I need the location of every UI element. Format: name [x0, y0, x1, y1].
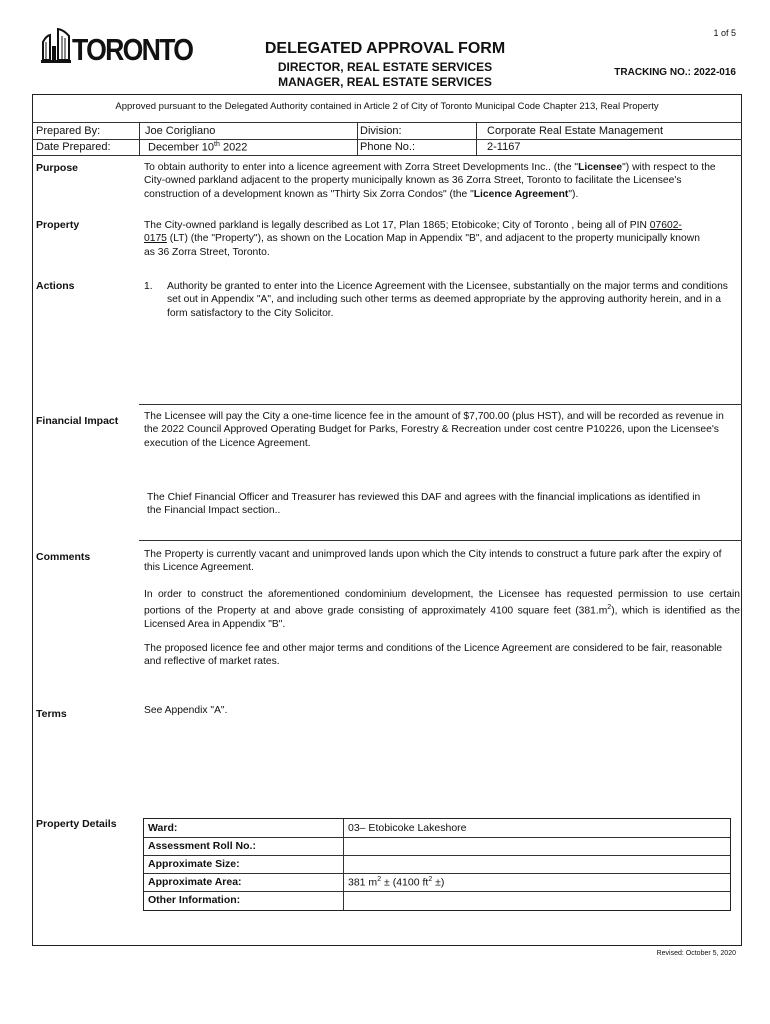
ward-label: Ward:	[148, 822, 178, 834]
table-row	[144, 891, 730, 909]
approximate-area-label: Approximate Area:	[148, 876, 242, 888]
pin-link: 07602-0175	[144, 220, 682, 245]
table-row	[144, 873, 730, 892]
divider	[32, 155, 742, 156]
page-indicator: 1 of 5	[713, 28, 736, 38]
property-label: Property	[36, 219, 80, 231]
divider	[139, 122, 140, 155]
table-row	[144, 855, 730, 874]
comments-paragraph-2: In order to construct the aforementioned condominium development, the Licensee has requested permission to use certain portions of the Property at and above grade consisting of approximately 4100 square feet $(381.m^2)$, which is identified as the Licensed Area in Appendix "B".	[144, 589, 740, 631]
actions-label: Actions	[36, 280, 75, 292]
assessment-roll-label: Assessment Roll No.:	[148, 840, 256, 852]
property-text: The City-owned parkland is legally described as Lot 17, Plan 1865; Etobicoke; City of Toronto , being all of PIN 07602-0175 (LT) (the "Property"), as shown on the Location Map in Appendix "B", and adjacent to the property municipally known as 36 Zorra Street, Toronto.	[144, 220, 700, 258]
date-prepared-label: Date Prepared:	[36, 141, 111, 153]
subtitle-line-2: MANAGER, REAL ESTATE SERVICES	[278, 75, 492, 89]
divider	[139, 540, 742, 541]
action-item-text: Authority be granted to enter into the Licence Agreement with the Licensee, substantially on the major terms and conditions set out in Appendix "A", and including such other terms as deemed appropriate by the approving authority herein, and in a form satisfactory to the City Solicitor.	[167, 281, 728, 319]
other-information-label: Other Information:	[148, 894, 241, 906]
financial-impact-text: The Licensee will pay the City a one-time licence fee in the amount of $7,700.00 (plus HST), and will be recorded as revenue in the 2022 Council Approved Operating Budget for Parks, Forestry & Recreation under cost centre P10226, upon the Licensee's execution of the Licence Agreement.	[144, 411, 724, 449]
revised-date: Revised: October 5, 2020	[656, 950, 736, 957]
division-label: Division:	[360, 125, 402, 137]
toronto-logo	[40, 26, 193, 70]
comments-label: Comments	[36, 551, 91, 563]
comments-paragraph-1: The Property is currently vacant and unimproved lands upon which the City intends to construct a future park after the expiry of this Licence Agreement.	[144, 549, 722, 574]
terms-label: Terms	[36, 708, 67, 720]
comments-paragraph-3: The proposed licence fee and other major terms and conditions of the Licence Agreement are considered to be fair, reasonable and reflective of market rates.	[144, 643, 723, 668]
divider	[139, 404, 742, 405]
purpose-label: Purpose	[36, 162, 79, 174]
form-subtitle	[230, 60, 540, 90]
ward-value: 03– Etobicoke Lakeshore	[348, 822, 467, 834]
cfo-review-text: The Chief Financial Officer and Treasurer has reviewed this DAF and agrees with the financial implications as identified in the Financial Impact section..	[147, 492, 701, 517]
table-row	[144, 819, 730, 838]
action-item-number: 1.	[144, 281, 153, 292]
terms-text: See Appendix "A".	[144, 705, 228, 716]
form-title: DELEGATED APPROVAL FORM	[264, 40, 506, 57]
table-row	[144, 837, 730, 856]
purpose-text: To obtain authority to enter into a licence agreement with Zorra Street Developments Inc.. (the "Licensee") with respect to the City-owned parkland adjacent to the property municipally known as 36 Zorra Street, Toronto to facilitate the Licensee's construction of a development known as "Thirty Six Zorra Condos" (the "Licence Agreement").	[144, 162, 716, 200]
property-details-label: Property Details	[36, 818, 117, 830]
divider	[357, 122, 358, 155]
phone-label: Phone No.:	[360, 141, 416, 153]
financial-impact-label: Financial Impact	[36, 415, 119, 427]
approximate-size-label: Approximate Size:	[148, 858, 240, 870]
divider	[476, 122, 477, 155]
phone-value: 2-1167	[487, 141, 521, 153]
logo-wordmark: TORONTO	[72, 32, 193, 67]
subtitle-line-1: DIRECTOR, REAL ESTATE SERVICES	[277, 60, 493, 74]
city-hall-icon	[40, 28, 72, 64]
prepared-by-label: Prepared By:	[36, 125, 101, 137]
property-details-table	[143, 818, 731, 911]
prepared-by-value: Joe Corigliano	[145, 125, 216, 137]
approved-statement: Approved pursuant to the Delegated Authority contained in Article 2 of City of Toronto Municipal Code Chapter 213, Real Property	[115, 101, 659, 112]
division-value: Corporate Real Estate Management	[487, 125, 664, 137]
approximate-area-value: 381 $m^2 \pm (4100$ $ft^2$ ±)	[348, 876, 445, 889]
tracking-number: TRACKING NO.: 2022-016	[614, 67, 736, 78]
date-prepared-value: December 10th 2022	[148, 141, 248, 154]
